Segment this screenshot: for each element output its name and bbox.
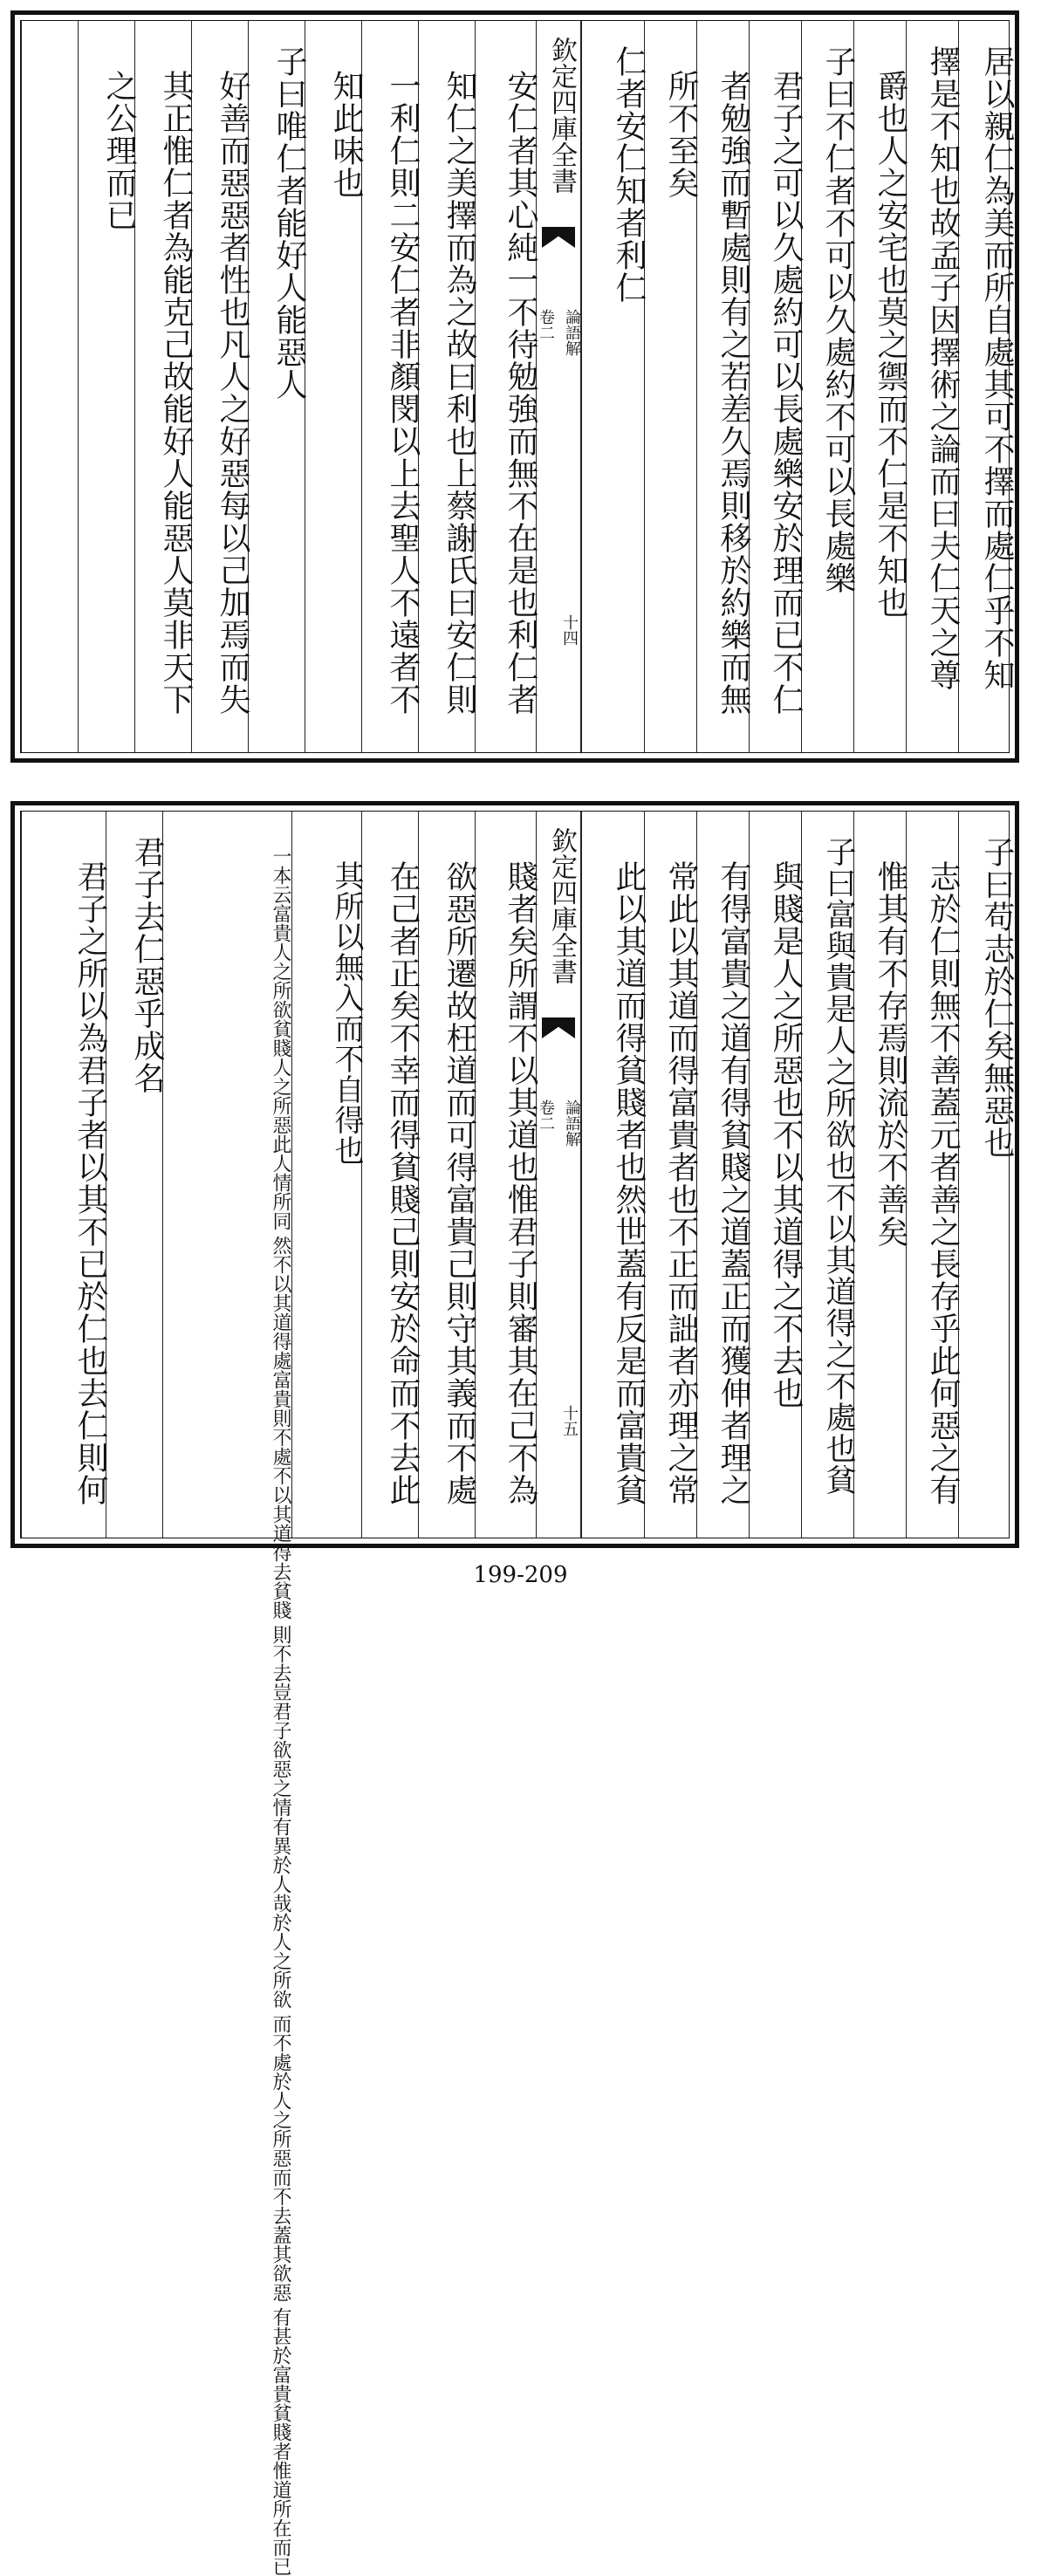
column-text: 常此以其道而得富貴者也不正而詘者亦理之常	[663, 860, 699, 1506]
text-column	[361, 812, 421, 1538]
text-column	[696, 812, 749, 1538]
top-page	[10, 10, 1019, 763]
text-column	[958, 812, 1015, 1538]
text-column	[696, 21, 749, 752]
column-text: 此以其道而得貧賤者也然世蓋有反是而富貴貧	[611, 860, 647, 1506]
column-text: 其所以無入而不自得也	[329, 860, 364, 1166]
column-text: 一利仁則二安仁者非顏閔以上去聖人不遠者不	[385, 70, 421, 716]
column-text: 志於仁則無不善蓋元者善之長存乎此何惡之有	[925, 860, 961, 1506]
footer-page-number: 199-209	[473, 1562, 568, 1588]
text-column	[906, 812, 961, 1538]
text-column	[361, 21, 421, 752]
column-text: 君子之所以為君子者以其不已於仁也去仁則何	[72, 860, 108, 1506]
text-column	[106, 812, 165, 1538]
column-text: 擇是不知也故孟子因擇術之論而曰夫仁天之尊	[925, 45, 961, 691]
text-column	[644, 812, 699, 1538]
fishtail-mark	[542, 227, 575, 248]
column-text: 安仁者其心純一不待勉強而無不在是也利仁者	[503, 70, 538, 716]
column-text: 之公理而已	[101, 70, 137, 231]
column-text: 所不至矣	[663, 70, 699, 199]
column-text: 爵也人之安宅也莫之禦而不仁是不知也	[873, 70, 908, 619]
page-number: 十五	[560, 1405, 579, 1436]
column-text: 賤者矣所謂不以其道也惟君子則審其在己不為	[503, 860, 538, 1506]
text-column	[644, 21, 699, 752]
text-column	[853, 21, 906, 752]
annotation-line: 則不去豈君子欲惡之情有異於人哉於人之所欲	[270, 1625, 291, 2009]
column-text: 知此味也	[328, 70, 364, 199]
book-title: 論語解	[563, 309, 581, 356]
text-column	[581, 21, 647, 752]
header-title: 欽定四庫全書	[546, 37, 577, 194]
book-title: 論語解	[563, 1100, 581, 1147]
empty-column	[21, 21, 78, 752]
annotation-line: 然不以其道得處富貴則不處不以其道得去貧賤	[270, 1236, 291, 1620]
column-text: 好善而惡惡者性也凡人之好惡每以己加焉而失	[215, 70, 250, 716]
text-column	[475, 21, 536, 752]
annotation-line: 有甚於富貴貧賤者惟道所在而已	[270, 2307, 291, 2576]
column-text: 惟其有不存焉則流於不善矣	[873, 860, 908, 1248]
volume-label: 卷二	[537, 1100, 555, 1131]
text-column	[801, 21, 856, 752]
column-text: 君子之可以久處約可以長處樂安於理而已不仁	[768, 70, 804, 716]
text-column	[305, 21, 364, 752]
annotation-line: 一本云富貴人之所欲貧賤人之所惡此人情所同	[270, 846, 291, 1230]
column-text: 仁者安仁知者利仁	[611, 45, 647, 304]
text-column	[418, 812, 475, 1538]
column-text: 子曰唯仁者能好人能惡人	[271, 45, 307, 401]
book-info	[537, 309, 580, 356]
text-column	[958, 21, 1015, 752]
column-text: 欲惡所遷故枉道而可得富貴己則守其義而不處	[442, 860, 477, 1506]
text-column	[291, 812, 364, 1538]
text-column	[906, 21, 961, 752]
centre-fold-column	[536, 812, 581, 1538]
centre-fold-column	[536, 21, 581, 752]
column-text: 者勉強而暫處則有之若差久焉則移於約樂而無	[716, 70, 751, 716]
text-column	[248, 21, 305, 752]
annotation-column	[162, 812, 291, 2576]
text-column	[581, 812, 647, 1538]
column-text: 其正惟仁者為能克己故能好人能惡人莫非天下	[158, 70, 194, 716]
volume-label: 卷二	[537, 309, 555, 340]
header-title: 欽定四庫全書	[546, 827, 577, 984]
column-text: 知仁之美擇而為之故曰利也上蔡謝氏曰安仁則	[442, 70, 477, 716]
column-text: 在己者正矣不幸而得貧賤己則安於命而不去此	[385, 860, 421, 1506]
text-column	[191, 21, 248, 752]
text-column	[853, 812, 906, 1538]
text-column	[749, 812, 804, 1538]
book-info	[537, 1100, 580, 1147]
top-page-frame	[20, 20, 1015, 753]
fishtail-mark	[542, 1017, 575, 1038]
column-text: 子曰富與貴是人之所欲也不以其道得之不處也貧	[821, 836, 856, 1496]
column-text: 子曰苟志於仁矣無惡也	[979, 836, 1015, 1159]
text-column	[78, 21, 137, 752]
column-text: 君子去仁惡乎成名	[129, 836, 165, 1094]
text-column	[749, 21, 804, 752]
text-column	[475, 812, 536, 1538]
text-column	[801, 812, 856, 1538]
annotation-text	[163, 846, 291, 2576]
column-text: 與賤是人之所惡也不以其道得之不去也	[768, 860, 804, 1409]
text-column	[134, 21, 194, 752]
column-text: 有得富貴之道有得貧賤之道蓋正而獲伸者理之	[716, 860, 751, 1506]
annotation-line: 而不處於人之所惡而不去蓋其欲惡	[270, 2014, 291, 2302]
page-number: 十四	[560, 614, 579, 646]
column-text: 子曰不仁者不可以久處約不可以長處樂	[820, 45, 856, 594]
text-column	[21, 812, 106, 1538]
text-column	[418, 21, 475, 752]
column-text: 居以親仁為美而所自處其可不擇而處仁乎不知	[979, 45, 1015, 691]
